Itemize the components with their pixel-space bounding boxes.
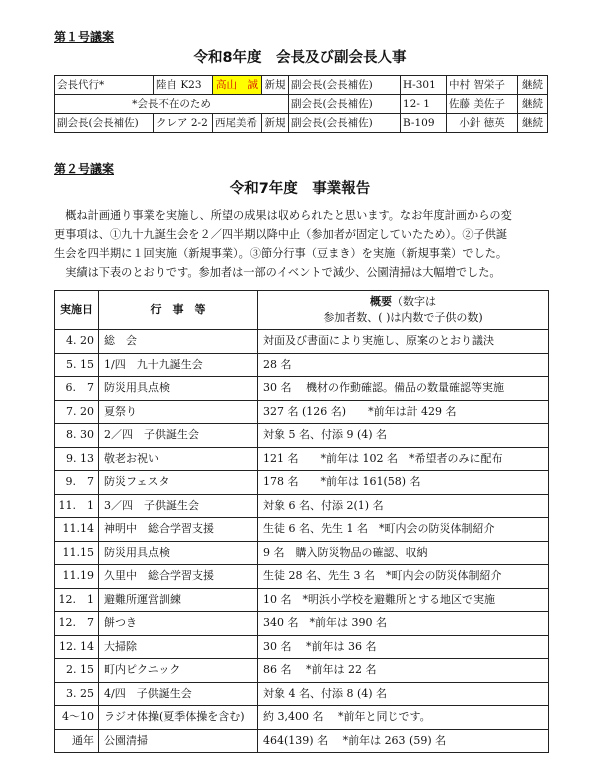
agenda1-heading: 第１号議案 [54, 30, 115, 44]
event-summary: 生徒 6 名、先生 1 名 *町内会の防災体制紹介 [258, 518, 549, 542]
event-name: 総 会 [99, 330, 258, 354]
paragraph-line: 更事項は、①九十九誕生会を２／四半期以降中止（参加者が固定していたため）。②子供誕 [54, 228, 508, 241]
event-name: 防災用具点検 [99, 377, 258, 401]
officer-name: 中村 智栄子 [447, 76, 518, 95]
event-summary: 327 名 (126 名) *前年は計 429 名 [258, 400, 549, 424]
table-row [55, 518, 549, 542]
event-summary: 121 名 *前年は 102 名 *希望者のみに配布 [258, 447, 549, 471]
event-date: 4. 20 [55, 330, 99, 354]
officer-name: 佐藤 美佐子 [447, 95, 518, 114]
table-row [55, 635, 549, 659]
table-row [55, 330, 549, 354]
table-row [55, 659, 549, 683]
event-date: 2. 15 [55, 659, 99, 683]
col-header-date: 実施日 [55, 291, 99, 330]
event-summary: 対象 6 名、付添 2(1) 名 [258, 494, 549, 518]
event-date: 8. 30 [55, 424, 99, 448]
event-summary: 対象 5 名、付添 9 (4) 名 [258, 424, 549, 448]
event-name: 避難所運営訓練 [99, 588, 258, 612]
event-date: 12. 14 [55, 635, 99, 659]
officer-status: 新規 [262, 114, 289, 133]
event-date: 3. 25 [55, 682, 99, 706]
table-row [55, 682, 549, 706]
summary-header-note: 参加者数、( )は内数で子供の数) [323, 311, 483, 324]
table-row [55, 588, 549, 612]
table-row [55, 612, 549, 636]
col-header-summary [258, 291, 549, 330]
officer-unit: クレア 2-2 [154, 114, 213, 133]
event-name: 3／四 子供誕生会 [99, 494, 258, 518]
event-date: 11.14 [55, 518, 99, 542]
event-summary: 28 名 [258, 353, 549, 377]
event-name: 大掃除 [99, 635, 258, 659]
officer-unit: B-109 [401, 114, 447, 133]
officer-status: 継続 [518, 76, 548, 95]
event-date: 5. 15 [55, 353, 99, 377]
event-summary: 生徒 28 名、先生 3 名 *町内会の防災体制紹介 [258, 565, 549, 589]
officer-unit: 12- 1 [401, 95, 447, 114]
table-row [55, 447, 549, 471]
event-date: 6. 7 [55, 377, 99, 401]
event-name: 夏祭り [99, 400, 258, 424]
table-row [55, 494, 549, 518]
event-date: 11.19 [55, 565, 99, 589]
event-date: 12. 7 [55, 612, 99, 636]
agenda2-heading: 第２号議案 [54, 162, 115, 176]
officer-row [55, 114, 548, 133]
event-date: 9. 13 [55, 447, 99, 471]
officer-status: 継続 [518, 95, 548, 114]
table-row [55, 400, 549, 424]
event-date: 12. 1 [55, 588, 99, 612]
officer-role: 副会長(会長補佐) [289, 95, 401, 114]
paragraph-line: 概ね計画通り事業を実施し、所望の成果は収められたと思います。なお年度計画からの変 [54, 209, 512, 222]
event-date: 7. 20 [55, 400, 99, 424]
officer-status: 新規 [262, 76, 289, 95]
table-row [55, 471, 549, 495]
paragraph-line: 実績は下表のとおりです。参加者は一部のイベントで減少、公園清掃は大幅増でした。 [54, 266, 501, 279]
event-date: 11. 1 [55, 494, 99, 518]
table-row [55, 424, 549, 448]
officer-role: 副会長(会長補佐) [289, 114, 401, 133]
officer-row [55, 95, 548, 114]
event-table [54, 290, 549, 753]
officer-role: 会長代行* [55, 76, 154, 95]
event-summary: 340 名 *前年は 390 名 [258, 612, 549, 636]
event-name: 4/四 子供誕生会 [99, 682, 258, 706]
event-name: 餅つき [99, 612, 258, 636]
table-row [55, 565, 549, 589]
officer-unit: 陸自 K23 [154, 76, 213, 95]
paragraph-line: 生会を四半期に１回実施（新規事業）。③節分行事（豆まき）を実施（新規事業）でした。 [54, 247, 508, 260]
event-summary: 約 3,400 名 *前年と同じです。 [258, 706, 549, 730]
event-date: 通年 [55, 729, 99, 753]
table-row [55, 706, 549, 730]
agenda1-title: 令和8年度 会長及び副会長人事 [193, 50, 407, 66]
event-date: 4〜10 [55, 706, 99, 730]
officer-name: 西尾美希 [213, 114, 262, 133]
event-summary: 30 名 機材の作動確認。備品の数量確認等実施 [258, 377, 549, 401]
event-date: 11.15 [55, 541, 99, 565]
officer-unit: H-301 [401, 76, 447, 95]
summary-header-label: 概要 [370, 295, 392, 308]
event-name: 防災フェスタ [99, 471, 258, 495]
officer-role: 副会長(会長補佐) [55, 114, 154, 133]
event-name: 防災用具点検 [99, 541, 258, 565]
table-row [55, 377, 549, 401]
event-name: 1/四 九十九誕生会 [99, 353, 258, 377]
event-name: 神明中 総合学習支援 [99, 518, 258, 542]
event-name: 公園清掃 [99, 729, 258, 753]
event-summary: 10 名 *明浜小学校を避難所とする地区で実施 [258, 588, 549, 612]
event-summary: 30 名 *前年は 36 名 [258, 635, 549, 659]
report-paragraph [54, 206, 550, 282]
event-name: 敬老お祝い [99, 447, 258, 471]
officer-row [55, 76, 548, 95]
event-name: 久里中 総合学習支援 [99, 565, 258, 589]
event-summary: 86 名 *前年は 22 名 [258, 659, 549, 683]
officer-name-highlighted: 高山 誠 [213, 76, 262, 95]
event-summary: 対象 4 名、付添 8 (4) 名 [258, 682, 549, 706]
event-summary: 464(139) 名 *前年は 263 (59) 名 [258, 729, 549, 753]
officer-table [54, 75, 548, 133]
officer-note: *会長不在のため [55, 95, 289, 114]
event-summary: 178 名 *前年は 161(58) 名 [258, 471, 549, 495]
table-row [55, 353, 549, 377]
event-name: 2／四 子供誕生会 [99, 424, 258, 448]
agenda2-title: 令和7年度 事業報告 [229, 181, 371, 197]
col-header-event: 行 事 等 [99, 291, 258, 330]
event-name: 町内ピクニック [99, 659, 258, 683]
event-summary: 9 名 購入防災物品の確認、収納 [258, 541, 549, 565]
event-summary: 対面及び書面により実施し、原案のとおり議決 [258, 330, 549, 354]
officer-status: 継続 [518, 114, 548, 133]
event-name: ラジオ体操(夏季体操を含む) [99, 706, 258, 730]
event-date: 9. 7 [55, 471, 99, 495]
table-header-row [55, 291, 549, 330]
table-row [55, 541, 549, 565]
table-row [55, 729, 549, 753]
officer-name: 小針 徳英 [447, 114, 518, 133]
summary-header-note: （数字は [392, 295, 436, 308]
officer-role: 副会長(会長補佐) [289, 76, 401, 95]
